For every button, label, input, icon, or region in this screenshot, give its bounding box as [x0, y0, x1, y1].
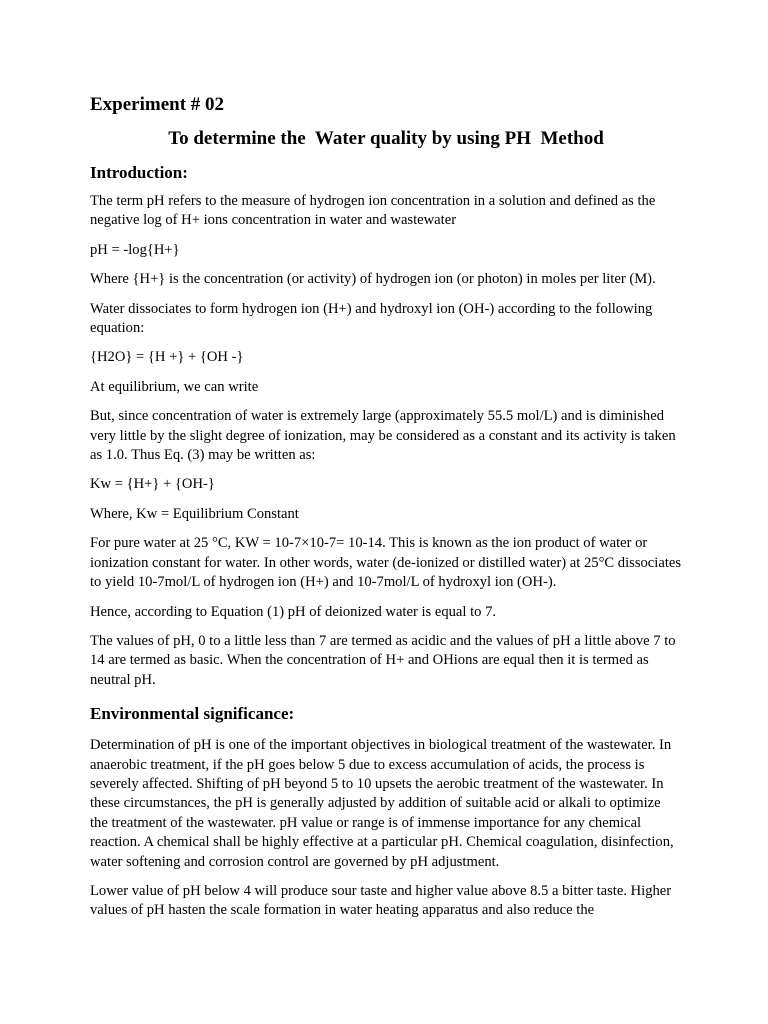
- paragraph: At equilibrium, we can write: [90, 378, 259, 395]
- kw-equation: Kw = {H+} + {OH-}: [90, 476, 215, 493]
- paragraph: Lower value of pH below 4 will produce sour taste and higher value above 8.5 a bitter taste. Higher values of pH hasten the scale formation in water heating apparatus and also reduce the: [90, 882, 672, 919]
- section-heading-introduction: Introduction:: [90, 163, 188, 182]
- paragraph: For pure water at 25 °C, KW = 10-7×10-7= 10-14. This is known as the ion product of water or ionization constant for water. In other words, water (de-ionized or distilled water) at 25°C dissociates to yield 10-7mol/L of hydrogen ion (H+) and 10-7mol/L of hydroxyl ion (OH-).: [90, 535, 682, 591]
- paragraph: The values of pH, 0 to a little less than 7 are termed as acidic and the values of pH a little above 7 to 14 are termed as basic. When the concentration of H+ and OHions are equal then it is termed as neutral pH.: [90, 632, 676, 688]
- dissociation-equation: {H2O} = {H +} + {OH -}: [90, 349, 244, 366]
- paragraph: Where {H+} is the concentration (or activity) of hydrogen ion (or photon) in moles per liter (M).: [90, 271, 656, 288]
- paragraph: The term pH refers to the measure of hydrogen ion concentration in a solution and defined as the negative log of H+ ions concentration in water and wastewater: [90, 193, 656, 229]
- section-heading-environmental-significance: Environmental significance:: [90, 704, 295, 724]
- document-page: [90, 92, 682, 931]
- document-title: To determine the Water quality by using PH Method: [168, 128, 604, 149]
- section-environmental-significance: [90, 702, 682, 921]
- section-introduction: [90, 161, 682, 690]
- experiment-number: Experiment # 02: [90, 94, 225, 115]
- paragraph: But, since concentration of water is extremely large (approximately 55.5 mol/L) and is diminished very little by the slight degree of ionization, may be considered as a constant and its activity is taken as 1.0. Thus Eq. (3) may be written as:: [90, 408, 676, 464]
- paragraph: Where, Kw = Equilibrium Constant: [90, 505, 299, 522]
- paragraph: Determination of pH is one of the important objectives in biological treatment of the wastewater. In anaerobic treatment, if the pH goes below 5 due to excess accumulation of acids, the process is severely affected. Shifting of pH beyond 5 to 10 upsets the aerobic treatment of the wastewater. In these circumstances, the pH is generally adjusted by addition of suitable acid or alkali to optimize the treatment of the wastewater. pH value or range is of immense importance for any chemical reaction. A chemical shall be highly effective at a particular pH. Chemical coagulation, disinfection, water softening and corrosion control are governed by pH adjustment.: [90, 737, 674, 870]
- paragraph: Hence, according to Equation (1) pH of deionized water is equal to 7.: [90, 603, 497, 620]
- ph-equation: pH = -log{H+}: [90, 241, 180, 258]
- paragraph: Water dissociates to form hydrogen ion (H+) and hydroxyl ion (OH-) according to the following equation:: [90, 300, 653, 337]
